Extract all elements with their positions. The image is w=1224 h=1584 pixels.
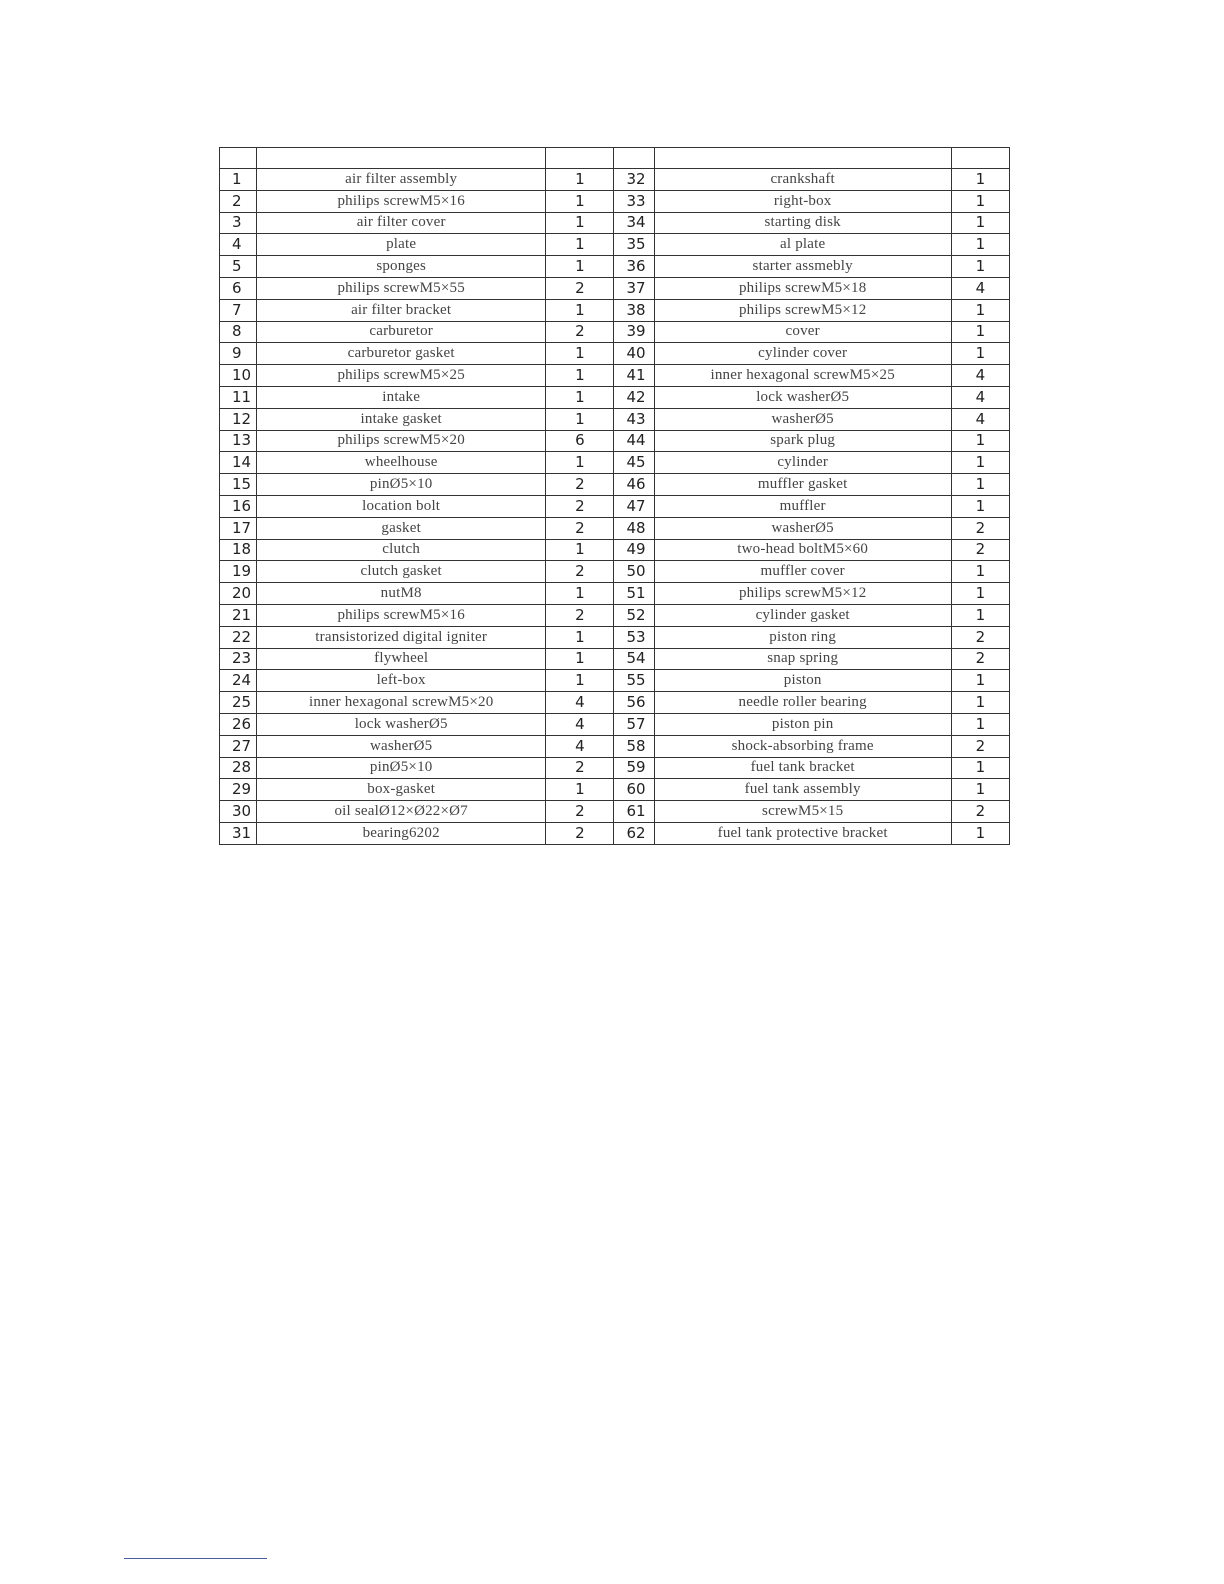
table-row: [220, 190, 1010, 212]
part-qty-left: 1: [546, 299, 614, 321]
part-name-left: philips screwM5×16: [257, 604, 546, 626]
footnote-separator: [124, 1558, 267, 1559]
part-name-right: starter assmebly: [654, 256, 951, 278]
part-number-right: 40: [614, 343, 654, 365]
table-row: [220, 779, 1010, 801]
part-name-right: shock-absorbing frame: [654, 735, 951, 757]
table-row: [220, 430, 1010, 452]
part-number-right: 33: [614, 190, 654, 212]
part-qty-right: 1: [951, 692, 1009, 714]
part-number-right: 60: [614, 779, 654, 801]
part-number-left: 31: [220, 822, 257, 844]
part-number-left: 14: [220, 452, 257, 474]
part-number-left: 11: [220, 386, 257, 408]
part-number-left: 9: [220, 343, 257, 365]
part-name-left: clutch: [257, 539, 546, 561]
part-number-left: 12: [220, 408, 257, 430]
part-name-left: inner hexagonal screwM5×20: [257, 692, 546, 714]
table-row: [220, 234, 1010, 256]
part-number-right: 54: [614, 648, 654, 670]
part-name-right: starting disk: [654, 212, 951, 234]
part-qty-right: 2: [951, 648, 1009, 670]
part-name-left: washerØ5: [257, 735, 546, 757]
part-qty-left: 4: [546, 713, 614, 735]
part-qty-right: 1: [951, 757, 1009, 779]
table-row: [220, 452, 1010, 474]
part-name-right: fuel tank protective bracket: [654, 822, 951, 844]
part-name-left: carburetor: [257, 321, 546, 343]
part-qty-left: 1: [546, 169, 614, 191]
part-number-right: 46: [614, 474, 654, 496]
part-number-right: 55: [614, 670, 654, 692]
part-qty-left: 1: [546, 386, 614, 408]
part-name-left: wheelhouse: [257, 452, 546, 474]
table-row: [220, 583, 1010, 605]
part-qty-left: 2: [546, 801, 614, 823]
part-name-left: intake: [257, 386, 546, 408]
part-number-right: 51: [614, 583, 654, 605]
part-qty-left: 1: [546, 365, 614, 387]
part-number-right: 59: [614, 757, 654, 779]
part-qty-left: 1: [546, 670, 614, 692]
part-qty-right: 1: [951, 713, 1009, 735]
part-number-left: 1: [220, 169, 257, 191]
header-cell-number-right: [614, 148, 654, 169]
part-number-left: 18: [220, 539, 257, 561]
part-qty-right: 1: [951, 299, 1009, 321]
part-name-left: box-gasket: [257, 779, 546, 801]
part-number-left: 10: [220, 365, 257, 387]
part-qty-left: 2: [546, 495, 614, 517]
part-number-left: 30: [220, 801, 257, 823]
table-row: [220, 626, 1010, 648]
part-name-right: piston pin: [654, 713, 951, 735]
part-qty-left: 2: [546, 822, 614, 844]
part-qty-right: 1: [951, 583, 1009, 605]
part-number-left: 17: [220, 517, 257, 539]
table-row: [220, 670, 1010, 692]
part-qty-left: 1: [546, 234, 614, 256]
part-name-right: cylinder gasket: [654, 604, 951, 626]
table-row: [220, 321, 1010, 343]
part-name-left: plate: [257, 234, 546, 256]
table-header-row: [220, 148, 1010, 169]
table-row: [220, 169, 1010, 191]
part-qty-right: 1: [951, 234, 1009, 256]
part-qty-right: 1: [951, 779, 1009, 801]
part-qty-right: 2: [951, 539, 1009, 561]
part-name-right: muffler cover: [654, 561, 951, 583]
part-name-left: air filter bracket: [257, 299, 546, 321]
part-number-right: 34: [614, 212, 654, 234]
part-number-left: 16: [220, 495, 257, 517]
table-row: [220, 692, 1010, 714]
part-name-right: piston ring: [654, 626, 951, 648]
table-row: [220, 299, 1010, 321]
part-qty-right: 1: [951, 190, 1009, 212]
part-name-left: bearing6202: [257, 822, 546, 844]
part-qty-right: 1: [951, 212, 1009, 234]
part-number-left: 7: [220, 299, 257, 321]
parts-table-body: [220, 148, 1010, 845]
table-row: [220, 539, 1010, 561]
part-qty-left: 1: [546, 190, 614, 212]
part-qty-right: 2: [951, 735, 1009, 757]
table-row: [220, 561, 1010, 583]
part-qty-left: 2: [546, 604, 614, 626]
part-qty-right: 1: [951, 495, 1009, 517]
table-row: [220, 474, 1010, 496]
table-row: [220, 212, 1010, 234]
parts-list-table: [219, 147, 1010, 845]
part-qty-left: 1: [546, 648, 614, 670]
part-number-right: 57: [614, 713, 654, 735]
table-row: [220, 495, 1010, 517]
part-number-right: 58: [614, 735, 654, 757]
part-name-right: piston: [654, 670, 951, 692]
part-qty-left: 1: [546, 212, 614, 234]
part-number-right: 48: [614, 517, 654, 539]
table-row: [220, 735, 1010, 757]
part-qty-left: 1: [546, 343, 614, 365]
part-name-right: muffler: [654, 495, 951, 517]
part-name-left: flywheel: [257, 648, 546, 670]
part-qty-left: 1: [546, 583, 614, 605]
part-name-right: lock washerØ5: [654, 386, 951, 408]
part-qty-right: 2: [951, 626, 1009, 648]
part-number-right: 50: [614, 561, 654, 583]
table-row: [220, 757, 1010, 779]
table-row: [220, 386, 1010, 408]
table-row: [220, 801, 1010, 823]
part-name-right: fuel tank assembly: [654, 779, 951, 801]
part-name-left: transistorized digital igniter: [257, 626, 546, 648]
part-name-left: air filter assembly: [257, 169, 546, 191]
part-number-left: 26: [220, 713, 257, 735]
part-qty-right: 2: [951, 517, 1009, 539]
part-name-right: philips screwM5×12: [654, 583, 951, 605]
part-qty-right: 4: [951, 365, 1009, 387]
part-name-left: carburetor gasket: [257, 343, 546, 365]
table-row: [220, 408, 1010, 430]
table-row: [220, 277, 1010, 299]
part-qty-left: 2: [546, 757, 614, 779]
table-row: [220, 256, 1010, 278]
part-number-left: 15: [220, 474, 257, 496]
part-qty-left: 2: [546, 561, 614, 583]
part-number-left: 5: [220, 256, 257, 278]
part-number-right: 44: [614, 430, 654, 452]
part-qty-left: 2: [546, 517, 614, 539]
part-qty-right: 1: [951, 430, 1009, 452]
part-number-left: 13: [220, 430, 257, 452]
part-name-right: cylinder cover: [654, 343, 951, 365]
part-number-right: 35: [614, 234, 654, 256]
part-qty-right: 1: [951, 561, 1009, 583]
part-qty-right: 1: [951, 670, 1009, 692]
part-number-right: 53: [614, 626, 654, 648]
table-row: [220, 365, 1010, 387]
part-number-right: 32: [614, 169, 654, 191]
part-number-left: 23: [220, 648, 257, 670]
part-name-left: pinØ5×10: [257, 757, 546, 779]
part-name-left: philips screwM5×20: [257, 430, 546, 452]
part-qty-right: 1: [951, 452, 1009, 474]
part-qty-left: 4: [546, 692, 614, 714]
part-name-left: oil sealØ12×Ø22×Ø7: [257, 801, 546, 823]
part-qty-left: 2: [546, 474, 614, 496]
part-number-right: 45: [614, 452, 654, 474]
header-cell-qty-left: [546, 148, 614, 169]
part-name-right: al plate: [654, 234, 951, 256]
part-name-right: fuel tank bracket: [654, 757, 951, 779]
part-number-left: 24: [220, 670, 257, 692]
part-name-right: crankshaft: [654, 169, 951, 191]
part-number-right: 39: [614, 321, 654, 343]
part-name-right: washerØ5: [654, 517, 951, 539]
part-qty-left: 1: [546, 408, 614, 430]
part-name-right: cylinder: [654, 452, 951, 474]
part-number-left: 19: [220, 561, 257, 583]
part-number-right: 47: [614, 495, 654, 517]
part-qty-right: 1: [951, 256, 1009, 278]
table-row: [220, 343, 1010, 365]
part-name-right: philips screwM5×12: [654, 299, 951, 321]
part-name-left: philips screwM5×25: [257, 365, 546, 387]
part-qty-left: 1: [546, 626, 614, 648]
part-name-right: washerØ5: [654, 408, 951, 430]
part-number-left: 20: [220, 583, 257, 605]
part-name-left: location bolt: [257, 495, 546, 517]
part-name-right: snap spring: [654, 648, 951, 670]
part-number-left: 27: [220, 735, 257, 757]
part-name-left: clutch gasket: [257, 561, 546, 583]
part-qty-left: 2: [546, 277, 614, 299]
part-name-left: pinØ5×10: [257, 474, 546, 496]
table-row: [220, 517, 1010, 539]
part-number-right: 52: [614, 604, 654, 626]
part-name-right: cover: [654, 321, 951, 343]
header-cell-name-right: [654, 148, 951, 169]
part-qty-right: 2: [951, 801, 1009, 823]
part-qty-right: 1: [951, 169, 1009, 191]
part-qty-right: 1: [951, 343, 1009, 365]
header-cell-qty-right: [951, 148, 1009, 169]
part-number-right: 42: [614, 386, 654, 408]
part-qty-left: 1: [546, 539, 614, 561]
part-qty-right: 1: [951, 822, 1009, 844]
table-row: [220, 713, 1010, 735]
part-qty-left: 1: [546, 779, 614, 801]
part-number-left: 28: [220, 757, 257, 779]
part-number-right: 49: [614, 539, 654, 561]
table-row: [220, 822, 1010, 844]
part-name-left: nutM8: [257, 583, 546, 605]
part-number-left: 3: [220, 212, 257, 234]
header-cell-number-left: [220, 148, 257, 169]
part-number-right: 61: [614, 801, 654, 823]
part-number-right: 43: [614, 408, 654, 430]
part-number-right: 36: [614, 256, 654, 278]
part-number-left: 4: [220, 234, 257, 256]
part-number-right: 38: [614, 299, 654, 321]
table-row: [220, 648, 1010, 670]
table-row: [220, 604, 1010, 626]
part-name-right: spark plug: [654, 430, 951, 452]
part-number-right: 62: [614, 822, 654, 844]
part-name-right: needle roller bearing: [654, 692, 951, 714]
part-qty-left: 4: [546, 735, 614, 757]
part-qty-left: 1: [546, 256, 614, 278]
part-name-left: left-box: [257, 670, 546, 692]
part-qty-right: 1: [951, 604, 1009, 626]
part-qty-left: 1: [546, 452, 614, 474]
header-cell-name-left: [257, 148, 546, 169]
part-qty-left: 2: [546, 321, 614, 343]
part-name-right: screwM5×15: [654, 801, 951, 823]
part-name-left: intake gasket: [257, 408, 546, 430]
part-number-left: 29: [220, 779, 257, 801]
part-name-right: right-box: [654, 190, 951, 212]
part-number-right: 41: [614, 365, 654, 387]
part-number-left: 8: [220, 321, 257, 343]
part-qty-right: 1: [951, 321, 1009, 343]
part-name-right: inner hexagonal screwM5×25: [654, 365, 951, 387]
part-number-left: 2: [220, 190, 257, 212]
part-name-left: air filter cover: [257, 212, 546, 234]
part-qty-right: 4: [951, 408, 1009, 430]
part-name-left: lock washerØ5: [257, 713, 546, 735]
part-number-left: 25: [220, 692, 257, 714]
part-name-right: muffler gasket: [654, 474, 951, 496]
part-number-left: 6: [220, 277, 257, 299]
part-name-left: gasket: [257, 517, 546, 539]
part-qty-right: 4: [951, 386, 1009, 408]
part-name-left: philips screwM5×16: [257, 190, 546, 212]
part-number-right: 56: [614, 692, 654, 714]
part-qty-right: 4: [951, 277, 1009, 299]
part-qty-left: 6: [546, 430, 614, 452]
part-name-right: two-head boltM5×60: [654, 539, 951, 561]
part-name-left: sponges: [257, 256, 546, 278]
part-number-right: 37: [614, 277, 654, 299]
part-number-left: 21: [220, 604, 257, 626]
part-name-right: philips screwM5×18: [654, 277, 951, 299]
part-number-left: 22: [220, 626, 257, 648]
part-name-left: philips screwM5×55: [257, 277, 546, 299]
part-qty-right: 1: [951, 474, 1009, 496]
